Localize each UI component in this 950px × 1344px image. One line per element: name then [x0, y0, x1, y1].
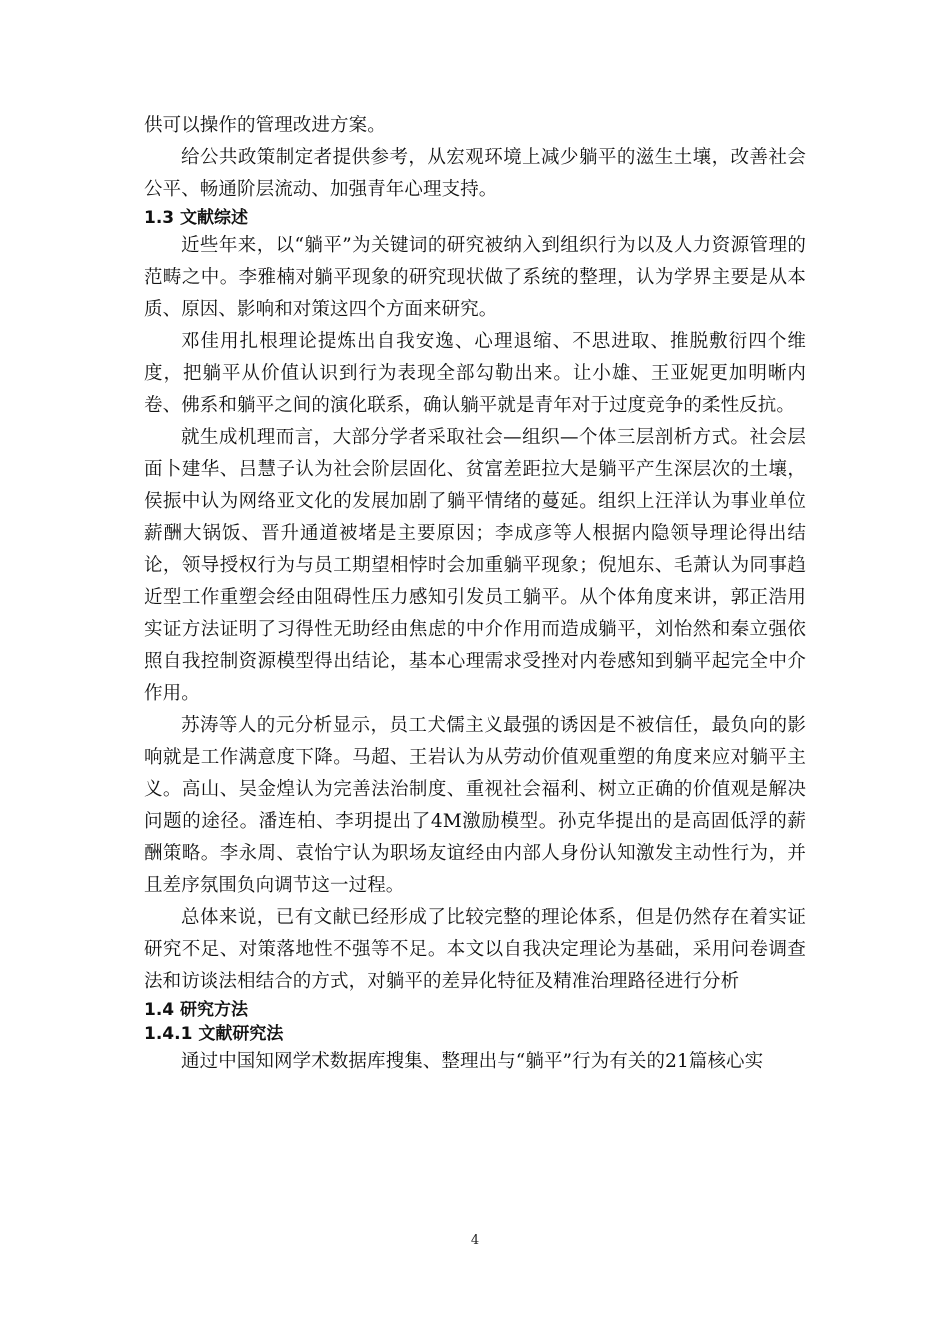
paragraph: 近些年来，以“躺平”为关键词的研究被纳入到组织行为以及人力资源管理的范畴之中。李雅楠对躺平现象的研究现状做了系统的整理，认为学界主要是从本质、原因、影响和对策这四个方面来研究。: [144, 235, 806, 320]
paragraph: 通过中国知网学术数据库搜集、整理出与“躺平”行为有关的21篇核心实: [181, 1051, 764, 1072]
paragraph: 供可以操作的管理改进方案。: [144, 115, 386, 136]
page-number: 4: [470, 1233, 480, 1248]
paragraph: 邓佳用扎根理论提炼出自我安逸、心理退缩、不思进取、推脱敷衍四个维度，把躺平从价值认识到行为表现全部勾勒出来。让小雄、王亚妮更加明晰内卷、佛系和躺平之间的演化联系，确认躺平就是青年对于过度竞争的柔性反抗。: [144, 331, 806, 416]
section-heading-1-4: 1.4 研究方法: [144, 1000, 249, 1020]
page-body: [144, 110, 806, 1078]
section-heading-1-4-1: 1.4.1 文献研究法: [144, 1024, 284, 1044]
paragraph: 苏涛等人的元分析显示，员工犬儒主义最强的诱因是不被信任，最负向的影响就是工作满意度下降。马超、王岩认为从劳动价值观重塑的角度来应对躺平主义。高山、吴金煌认为完善法治制度、重视社会福利、树立正确的价值观是解决问题的途径。潘连柏、李玥提出了4M激励模型。孙克华提出的是高固低浮的薪酬策略。李永周、袁怡宁认为职场友谊经由内部人身份认知激发主动性行为，并且差序氛围负向调节这一过程。: [144, 715, 806, 896]
paragraph: 总体来说，已有文献已经形成了比较完整的理论体系，但是仍然存在着实证研究不足、对策落地性不强等不足。本文以自我决定理论为基础，采用问卷调查法和访谈法相结合的方式，对躺平的差异化特征及精准治理路径进行分析: [144, 907, 806, 992]
section-heading-1-3: 1.3 文献综述: [144, 208, 249, 228]
paragraph: 就生成机理而言，大部分学者采取社会—组织—个体三层剖析方式。社会层面卜建华、吕慧子认为社会阶层固化、贫富差距拉大是躺平产生深层次的土壤，侯振中认为网络亚文化的发展加剧了躺平情绪的蔓延。组织上汪洋认为事业单位薪酬大锅饭、晋升通道被堵是主要原因；李成彦等人根据内隐领导理论得出结论，领导授权行为与员工期望相悖时会加重躺平现象；倪旭东、毛萧认为同事趋近型工作重塑会经由阻碍性压力感知引发员工躺平。从个体角度来讲，郭正浩用实证方法证明了习得性无助经由焦虑的中介作用而造成躺平，刘怡然和秦立强依照自我控制资源模型得出结论，基本心理需求受挫对内卷感知到躺平起完全中介作用。: [144, 427, 806, 704]
paragraph: 给公共政策制定者提供参考，从宏观环境上减少躺平的滋生土壤，改善社会公平、畅通阶层流动、加强青年心理支持。: [144, 147, 806, 200]
